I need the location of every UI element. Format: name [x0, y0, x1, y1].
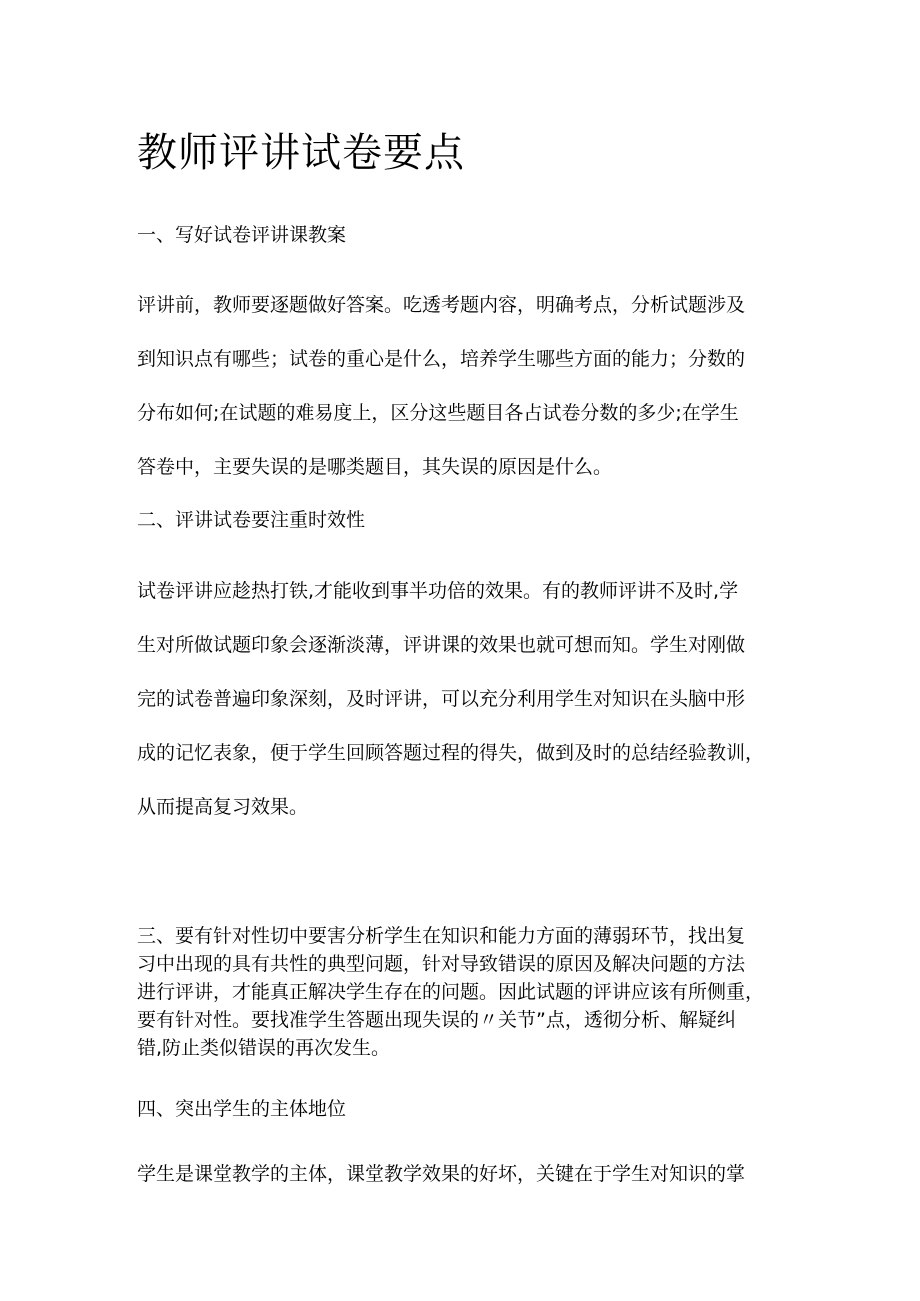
section-1-heading: 一、写好试卷评讲课教案: [137, 224, 347, 246]
section-4-paragraph: [137, 1147, 797, 1201]
paragraph-line: 完的试卷普遍印象深刻，及时评讲，可以充分利用学生对知识在头脑中形: [137, 688, 746, 710]
paragraph-line: 习中出现的具有共性的典型问题，针对导致错误的原因及解决问题的方法: [137, 953, 746, 975]
paragraph-line: 三、要有针对性切中要害分析学生在知识和能力方面的薄弱环节，找出复: [137, 925, 746, 947]
paragraph-line: 到知识点有哪些；试卷的重心是什么，培养学生哪些方面的能力；分数的: [137, 348, 746, 370]
paragraph-line: 答卷中，主要失误的是哪类题目，其失误的原因是什么。: [137, 456, 613, 478]
document-title: 教师评讲试卷要点: [137, 130, 465, 176]
paragraph-line: 生对所做试题印象会逐渐淡薄，评讲课的效果也就可想而知。学生对刚做: [137, 634, 746, 656]
paragraph-line: 要有针对性。要找准学生答题出现失误的〃关节”点，透彻分析、解疑纠: [137, 1009, 736, 1031]
section-3-paragraph: [137, 922, 797, 1062]
paragraph-line: 评讲前，教师要逐题做好答案。吃透考题内容，明确考点，分析试题涉及: [137, 294, 746, 316]
section-2-paragraph: [137, 564, 797, 834]
paragraph-line: 试卷评讲应趁热打铁,才能收到事半功倍的效果。有的教师评讲不及时,学: [137, 580, 739, 602]
paragraph-line: 错,防止类似错误的再次发生。: [137, 1037, 391, 1059]
paragraph-line: 学生是课堂教学的主体，课堂教学效果的好坏，关键在于学生对知识的掌: [137, 1163, 746, 1185]
paragraph-line: 分布如何;在试题的难易度上，区分这些题目各占试卷分数的多少;在学生: [137, 402, 739, 424]
paragraph-line: 进行评讲，才能真正解决学生存在的问题。因此试题的评讲应该有所侧重，: [137, 981, 765, 1003]
section-1-paragraph: [137, 278, 797, 494]
section-2-heading: 二、评讲试卷要注重时效性: [137, 509, 366, 531]
section-4-heading: 四、突出学生的主体地位: [137, 1098, 347, 1120]
paragraph-line: 成的记忆表象，便于学生回顾答题过程的得失，做到及时的总结经验教训，: [137, 742, 765, 764]
paragraph-line: 从而提高复习效果。: [137, 796, 309, 818]
